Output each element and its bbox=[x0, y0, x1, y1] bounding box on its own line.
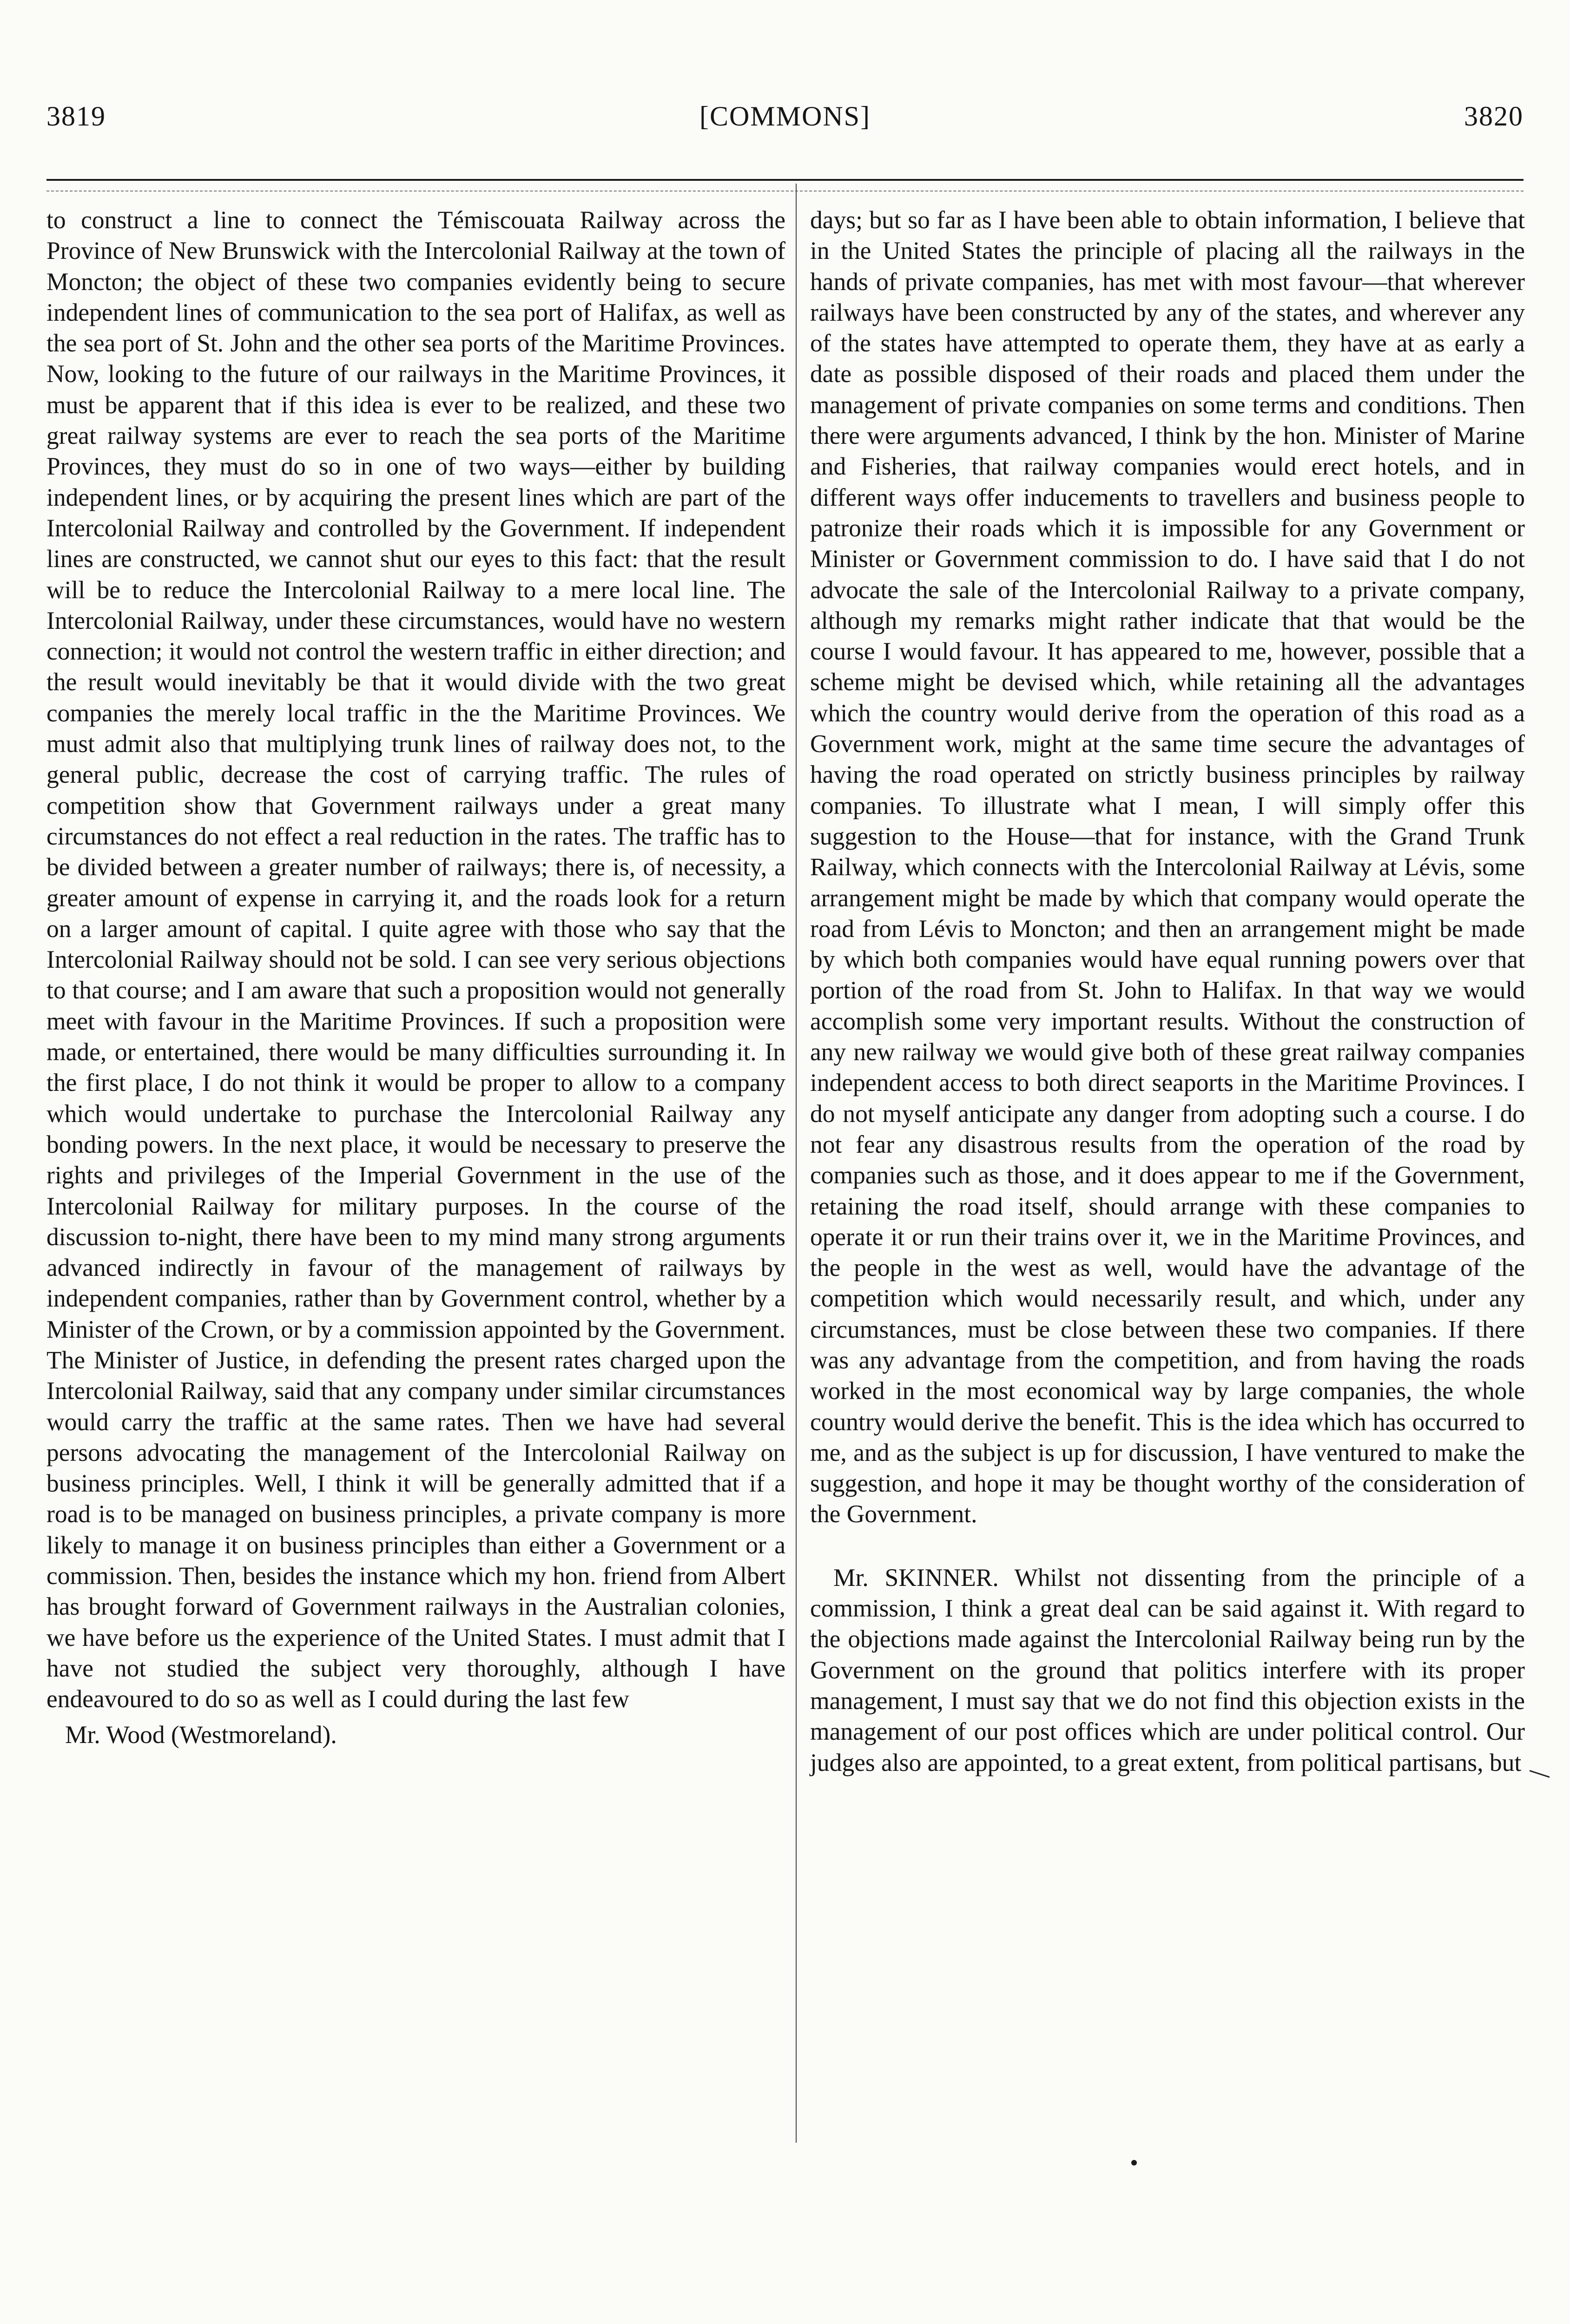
right-column bbox=[810, 205, 1525, 1778]
running-title: [COMMONS] bbox=[699, 101, 871, 132]
right-column-paragraph-1: days; but so far as I have been able to obtain information, I believe that in the United States the principle of placing all the railways in the hands of private companies, has met with most favour—that wherever railways have been constructed by any of the states, and wherever any of the states have attempted to operate them, they have at as early a date as possible disposed of their roads and placed them under the management of private companies on some terms and conditions. Then there were arguments advanced, I think by the hon. Minister of Marine and Fisheries, that railway companies would erect hotels, and in different ways offer inducements to travellers and business people to patronize their roads which it is impossible for any Government or Minister or Government commission to do. I have said that I do not advocate the sale of the Intercolonial Railway to a private company, although my remarks might rather indicate that that would be the course I would favour. It has appeared to me, however, possible that a scheme might be devised which, while retaining all the advantages which the country would derive from the operation of this road as a Government work, might at the same time secure the advantages of having the road operated on strictly business principles by railway companies. To illustrate what I mean, I will simply offer this suggestion to the House—that for instance, with the Grand Trunk Railway, which connects with the Intercolonial Railway at Lévis, some arrangement might be made by which that company would operate the road from Lévis to Moncton; and then an arrangement might be made by which both companies would have equal running powers over that portion of the road from St. John to Halifax. In that way we would accomplish some very important results. Without the construction of any new railway we would give both of these great railway companies independent access to both direct seaports in the Maritime Provinces. I do not myself anticipate any danger from adopting such a course. I do not fear any disastrous results from the operation of the road by companies such as those, and it does appear to me if the Government, retaining the road itself, should arrange with these companies to operate it or run their trains over it, we in the Maritime Provinces, and the people in the west as well, would have the advantage of the competition which would necessarily result, and which, under any circumstances, must be close between these two companies. If there was any advantage from the competition, and from having the roads worked in the most economical way by large companies, the whole country would derive the benefit. This is the idea which has occurred to me, and as the subject is up for discussion, I have ventured to make the suggestion, and hope it may be thought worthy of the consideration of the Government. bbox=[810, 206, 1525, 1528]
page-header bbox=[46, 95, 1524, 137]
right-page-number: 3820 bbox=[1464, 101, 1524, 132]
column-divider bbox=[796, 184, 797, 2143]
left-column bbox=[46, 205, 785, 1750]
left-page-number: 3819 bbox=[46, 101, 106, 132]
speaker-name: Mr. SKINNER. bbox=[833, 1563, 999, 1591]
left-column-footer-speaker: Mr. Wood (Westmoreland). bbox=[65, 1720, 337, 1749]
speech-text: Whilst not dissenting from the principle of a commission, I think a great deal can be said against it. With regard to the objections made against the Intercolonial Railway being run by the Government on the ground that politics interfere with its proper management, I must say that we do not find this objection exists in the management of our post offices which are under political control. Our judges also are appointed, to a great extent, from political partisans, but bbox=[810, 1563, 1525, 1776]
margin-dash-mark bbox=[1530, 1770, 1550, 1778]
header-rule bbox=[46, 179, 1524, 181]
right-column-paragraph-2 bbox=[810, 1562, 1525, 1778]
left-column-text: to construct a line to connect the Témiscouata Railway across the Province of New Brunswick with the Intercolonial Railway at the town of Moncton; the object of these two companies evidently being to secure independent lines of communication to the sea port of Halifax, as well as the sea port of St. John and the other sea ports of the Maritime Provinces. Now, looking to the future of our railways in the Maritime Provinces, it must be apparent that if this idea is ever to be realized, and these two great railway systems are ever to reach the sea ports of the Maritime Provinces, they must do so in one of two ways—either by building independent lines, or by acquiring the present lines which are part of the Intercolonial Railway and controlled by the Government. If independent lines are constructed, we cannot shut our eyes to this fact: that the result will be to reduce the Intercolonial Railway to a mere local line. The Intercolonial Railway, under these circumstances, would have no western connection; it would not control the western traffic in either direction; and the result would inevitably be that it would divide with the two great companies the merely local traffic in the the Maritime Provinces. We must admit also that multiplying trunk lines of railway does not, to the general public, decrease the cost of carrying traffic. The rules of competition show that Government railways under a great many circumstances do not effect a real reduction in the rates. The traffic has to be divided between a greater number of railways; there is, of necessity, a greater amount of expense in carrying it, and the roads look for a return on a larger amount of capital. I quite agree with those who say that the Intercolonial Railway should not be sold. I can see very serious objections to that course; and I am aware that such a proposition would not generally meet with favour in the Maritime Provinces. If such a proposition were made, or entertained, there would be many difficulties surrounding it. In the first place, I do not think it would be proper to allow to a company which would undertake to purchase the Intercolonial Railway any bonding powers. In the next place, it would be necessary to preserve the rights and privileges of the Imperial Government in the use of the Intercolonial Railway for military purposes. In the course of the discussion to-night, there have been to my mind many strong arguments advanced indirectly in favour of the management of railways by independent companies, rather than by Government control, whether by a Minister of the Crown, or by a commission appointed by the Government. The Minister of Justice, in defending the present rates charged upon the Intercolonial Railway, said that any company under similar circumstances would carry the traffic at the same rates. Then we have had several persons advocating the management of the Intercolonial Railway on business principles. Well, I think it will be generally admitted that if a road is to be managed on business principles, a private company is more likely to manage it on business principles than either a Government or a commission. Then, besides the instance which my hon. friend from Albert has brought forward of Government railways in the Australian colonies, we have before us the experience of the United States. I must admit that I have not studied the subject very thoroughly, although I have endeavoured to do so as well as I could during the last few bbox=[46, 206, 785, 1713]
bottom-dot-mark bbox=[1131, 2160, 1137, 2166]
